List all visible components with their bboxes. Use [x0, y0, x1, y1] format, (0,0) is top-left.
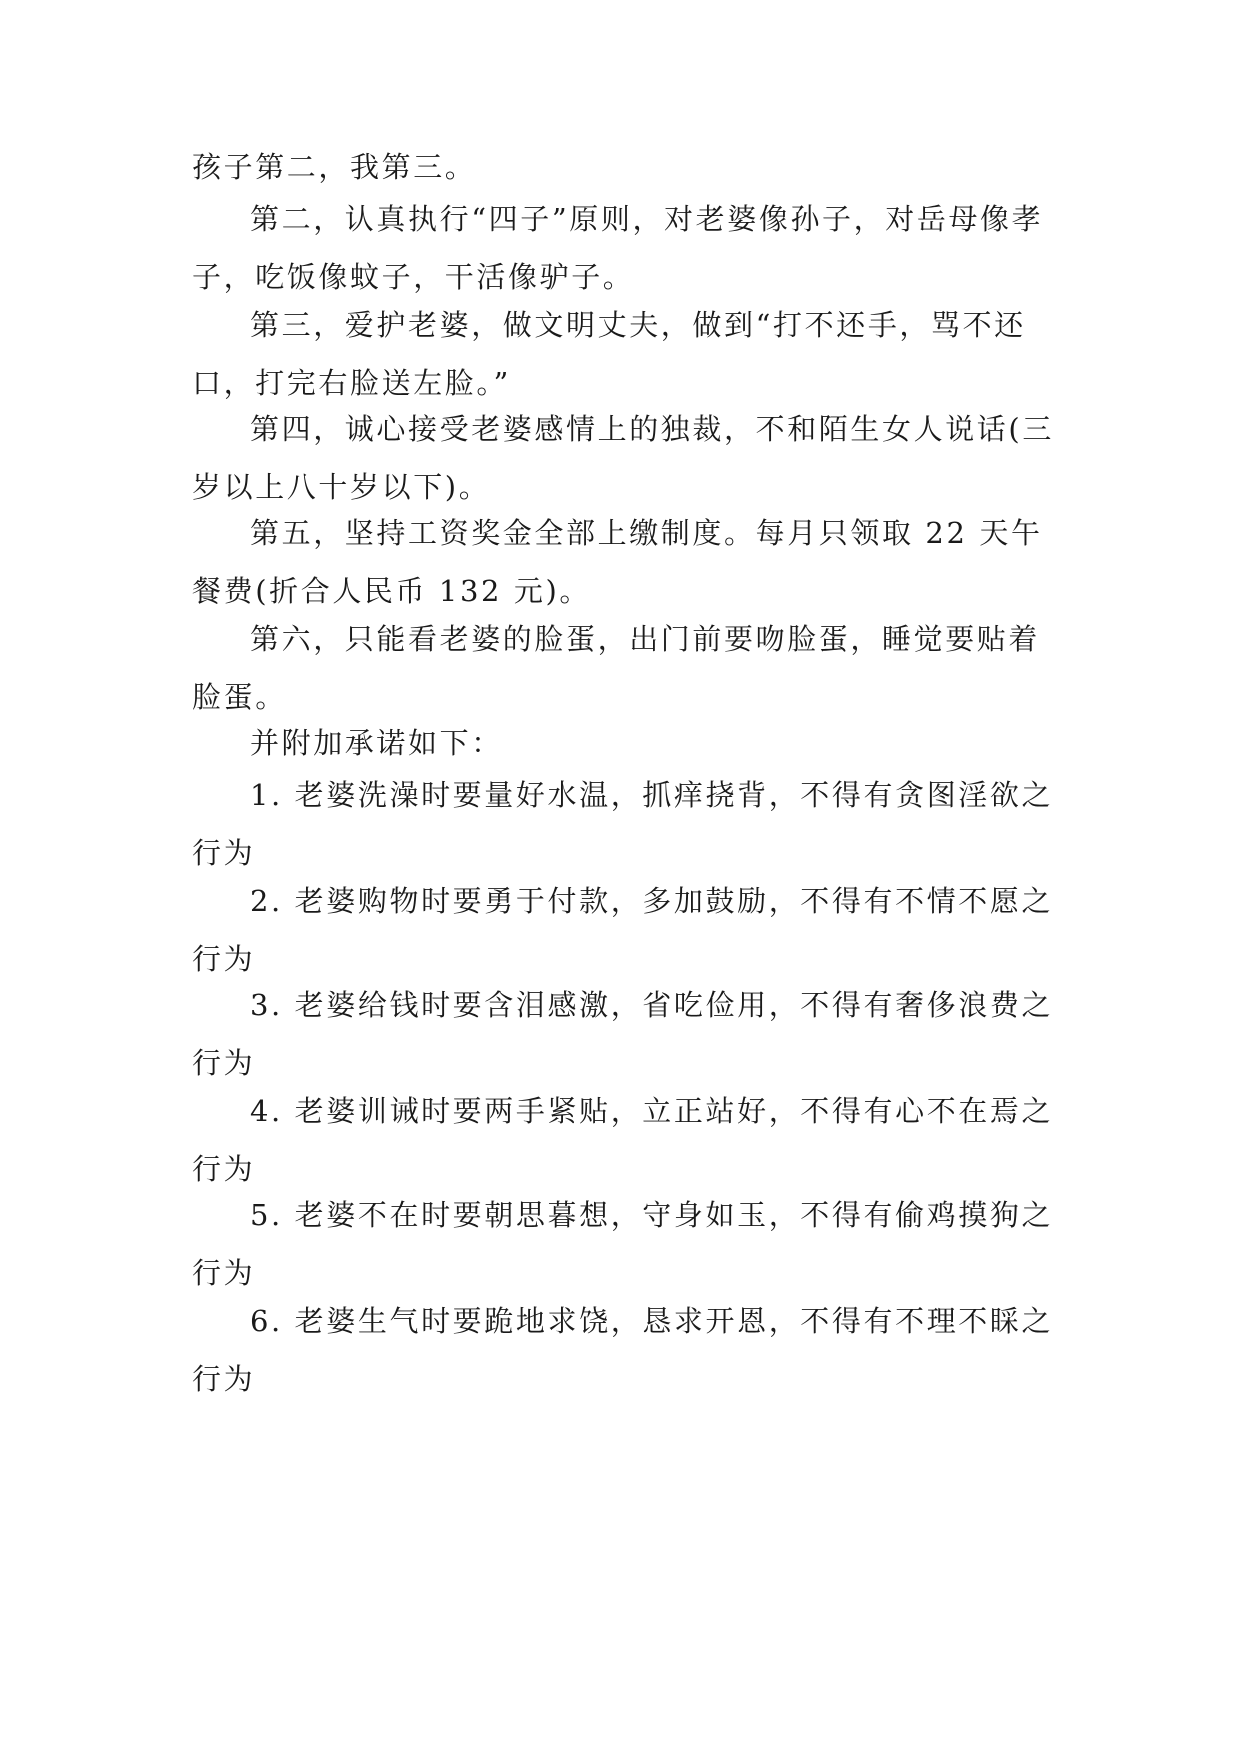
list-item-promise-5: 5. 老婆不在时要朝思暮想，守身如玉，不得有偷鸡摸狗之行为 [192, 1198, 1054, 1290]
paragraph-rule-5: 第五，坚持工资奖金全部上缴制度。每月只领取 22 天午餐费(折合人民币 132 元)。 [192, 516, 1043, 608]
paragraph-rule-4: 第四，诚心接受老婆感情上的独裁，不和陌生女人说话(三岁以上八十岁以下)。 [192, 412, 1054, 504]
list-item-promise-1: 1. 老婆洗澡时要量好水温，抓痒挠背，不得有贪图淫欲之行为 [192, 778, 1054, 870]
paragraph-promise-intro: 并附加承诺如下： [250, 726, 503, 760]
paragraph-continuation: 孩子第二，我第三。 [192, 150, 477, 184]
list-item-promise-2: 2. 老婆购物时要勇于付款，多加鼓励，不得有不情不愿之行为 [192, 884, 1054, 976]
list-item-promise-4: 4. 老婆训诫时要两手紧贴，立正站好，不得有心不在焉之行为 [192, 1094, 1054, 1186]
paragraph-rule-6: 第六，只能看老婆的脸蛋，出门前要吻脸蛋，睡觉要贴着脸蛋。 [192, 622, 1041, 714]
list-item-promise-6: 6. 老婆生气时要跪地求饶，恳求开恩，不得有不理不睬之行为 [192, 1304, 1054, 1396]
paragraph-rule-3: 第三，爱护老婆，做文明丈夫，做到“打不还手，骂不还口，打完右脸送左脸。” [192, 308, 1026, 400]
list-item-promise-3: 3. 老婆给钱时要含泪感激，省吃俭用，不得有奢侈浪费之行为 [192, 988, 1054, 1080]
paragraph-rule-2: 第二，认真执行“四子”原则，对老婆像孙子，对岳母像孝子，吃饭像蚊子，干活像驴子。 [192, 202, 1044, 294]
